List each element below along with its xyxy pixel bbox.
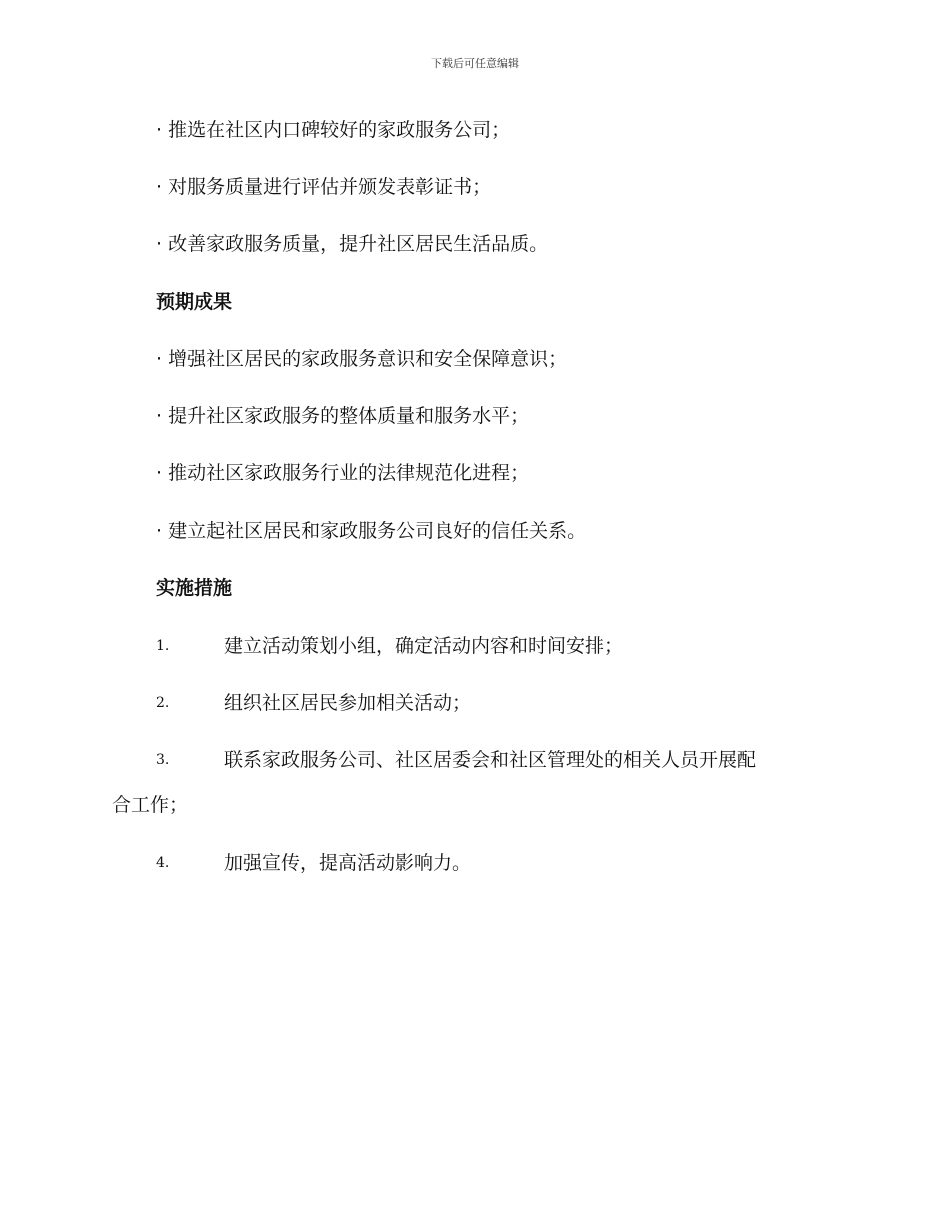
list-number: 3. <box>156 752 170 768</box>
bullet-item: · 推动社区家政服务行业的法律规范化进程； <box>156 462 530 484</box>
section-heading-measures: 实施措施 <box>156 577 233 599</box>
numbered-item-text: 建立活动策划小组，确定活动内容和时间安排； <box>224 635 624 657</box>
section-heading-outcomes: 预期成果 <box>156 291 233 313</box>
bullet-item: · 推选在社区内口碑较好的家政服务公司； <box>156 119 511 141</box>
numbered-item-continuation: 合工作； <box>112 794 189 816</box>
numbered-item-text: 组织社区居民参加相关活动； <box>224 692 472 714</box>
header-note: 下载后可任意编辑 <box>431 57 519 70</box>
bullet-item: · 改善家政服务质量，提升社区居民生活品质。 <box>156 233 549 255</box>
numbered-item-text: 加强宣传，提高活动影响力。 <box>224 852 472 874</box>
bullet-item: · 建立起社区居民和家政服务公司良好的信任关系。 <box>156 520 587 542</box>
bullet-item: · 对服务质量进行评估并颁发表彰证书； <box>156 176 492 198</box>
numbered-item-text: 联系家政服务公司、社区居委会和社区管理处的相关人员开展配 <box>224 749 757 771</box>
list-number: 4. <box>156 855 170 871</box>
bullet-item: · 增强社区居民的家政服务意识和安全保障意识； <box>156 348 568 370</box>
list-number: 2. <box>156 695 170 711</box>
bullet-item: · 提升社区家政服务的整体质量和服务水平； <box>156 405 530 427</box>
list-number: 1. <box>156 638 170 654</box>
